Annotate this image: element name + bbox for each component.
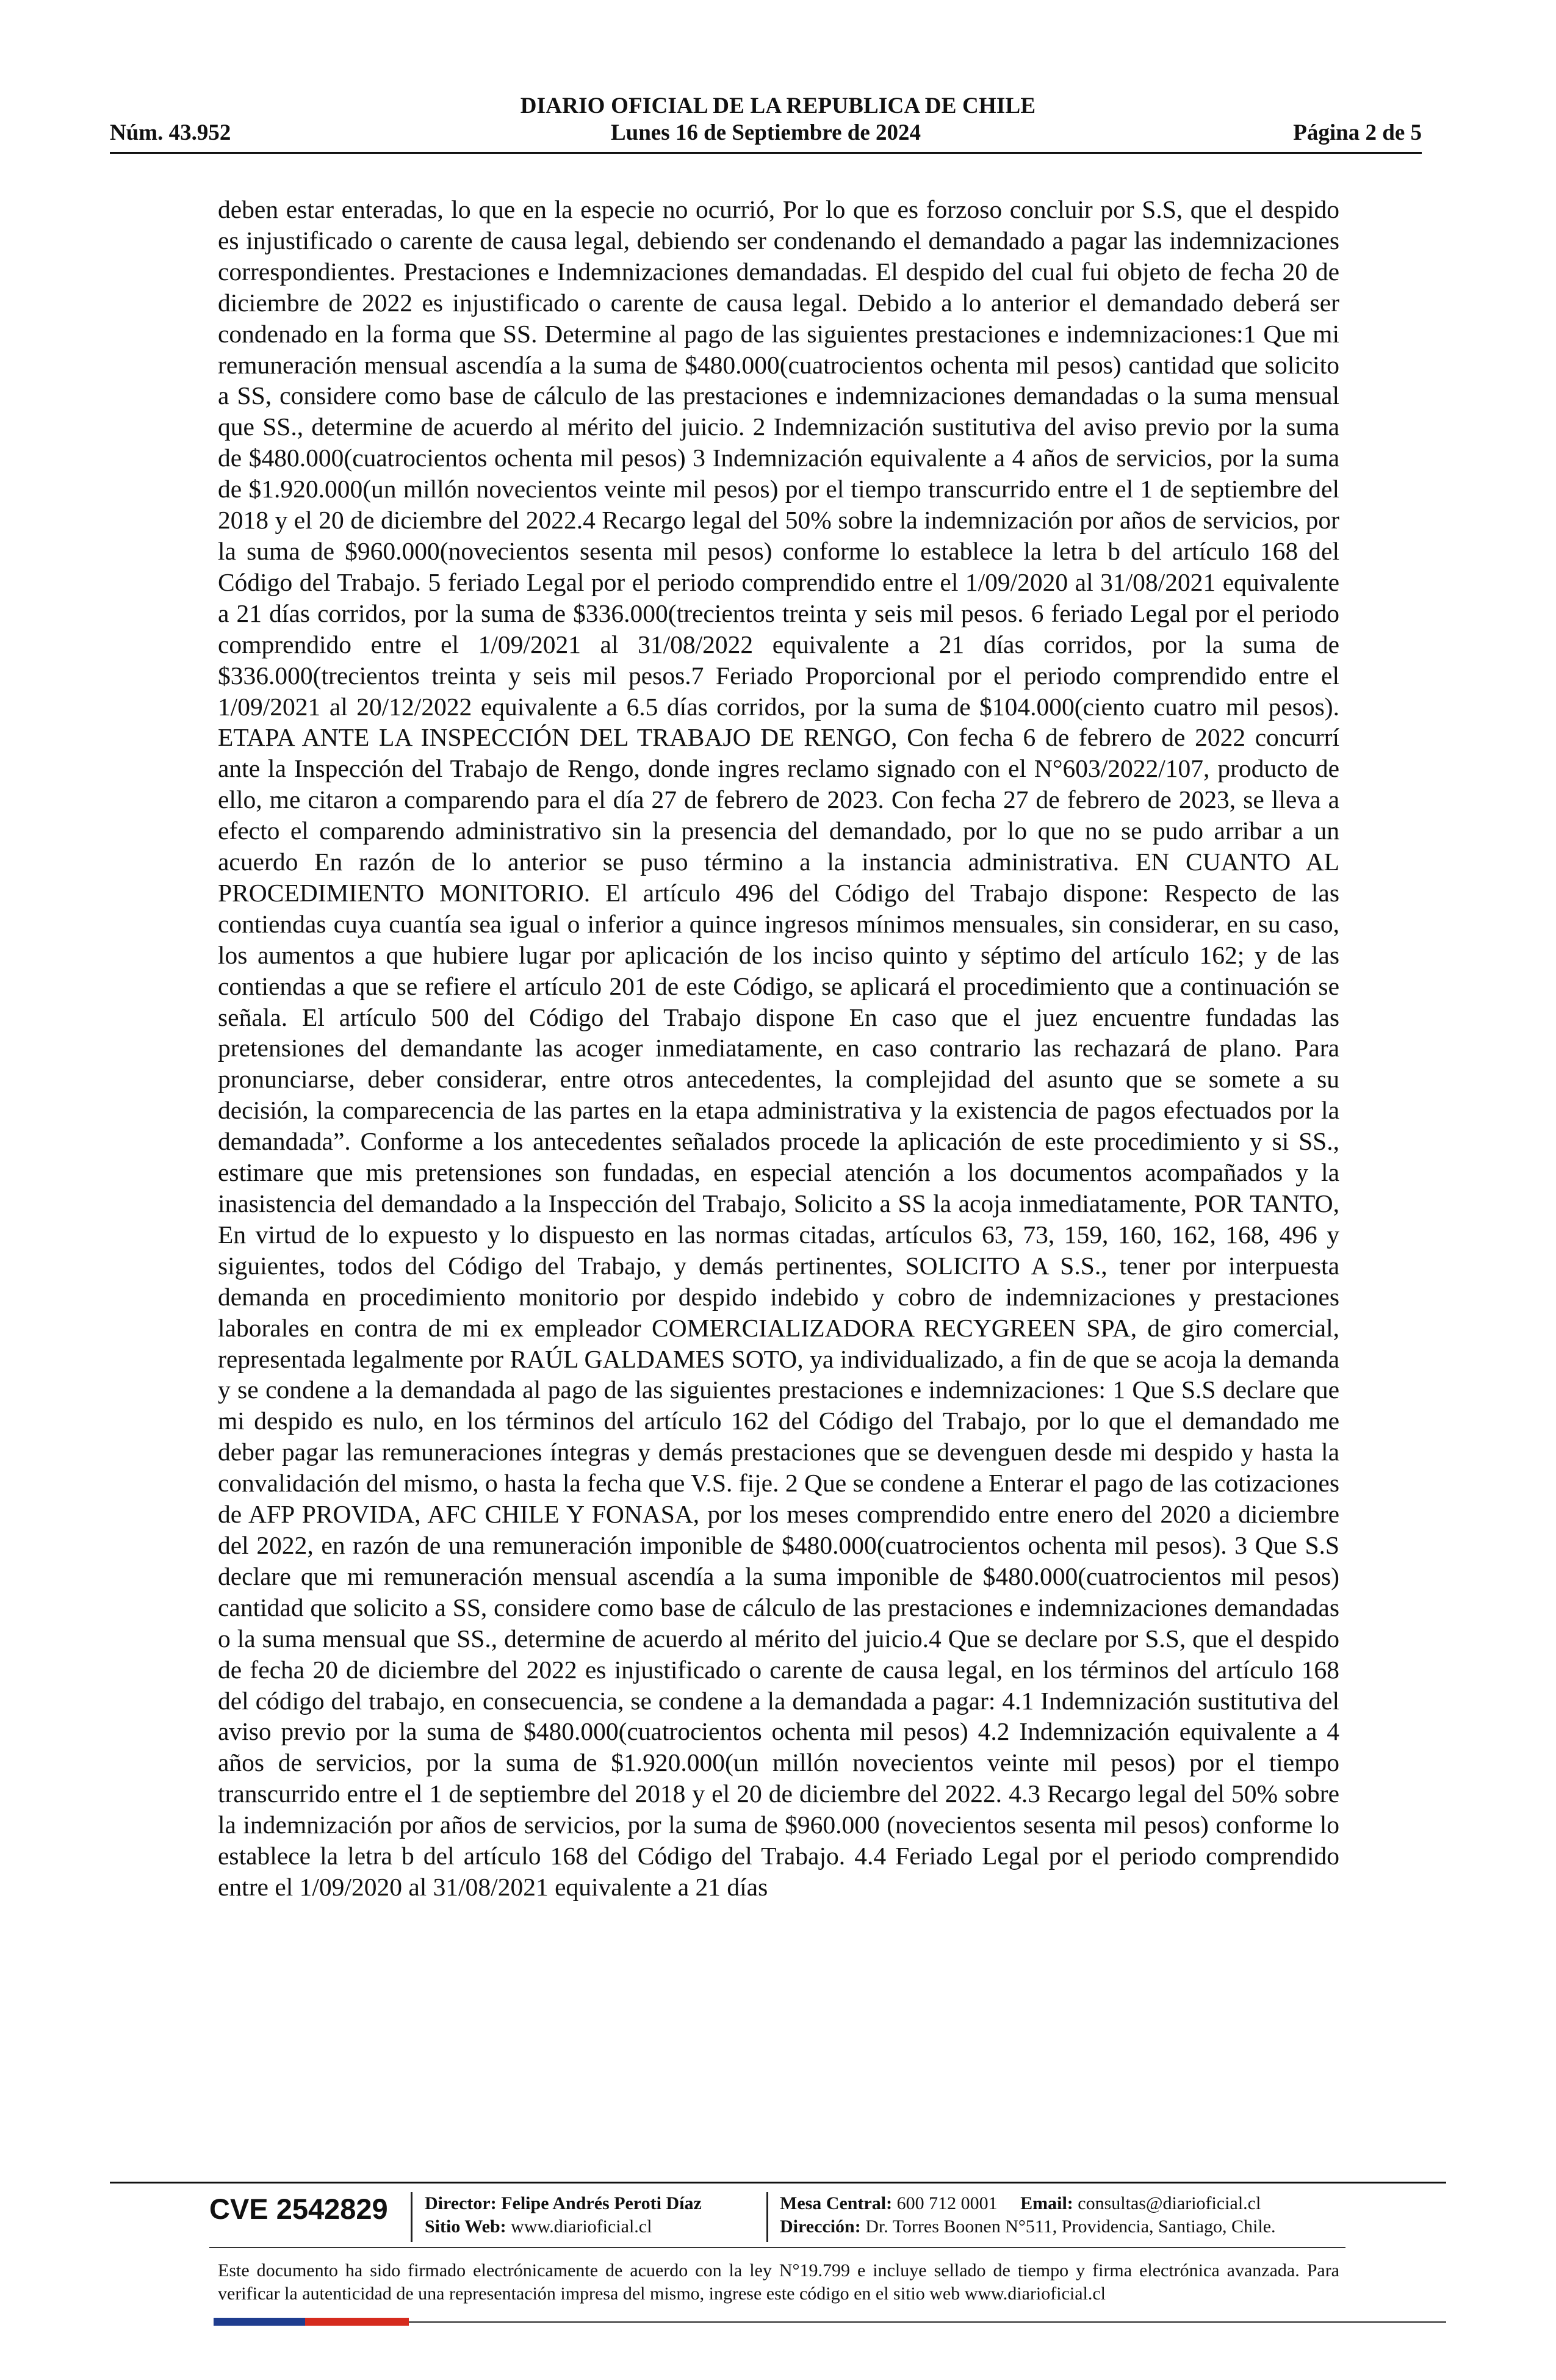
header-row bbox=[110, 120, 1422, 149]
email-link[interactable]: consultas@diarioficial.cl bbox=[1078, 2193, 1261, 2213]
footer-divider-bottom bbox=[409, 2321, 1446, 2323]
flag-stripe-blue bbox=[214, 2318, 305, 2326]
website-line bbox=[425, 2215, 702, 2238]
director-line bbox=[425, 2192, 702, 2215]
flag-stripe-red bbox=[305, 2318, 409, 2326]
signature-notice: Este documento ha sido firmado electrónicamente de acuerdo con la ley N°19.799 e incluye sellado de tiempo y firma electrónica avanzada. Para verificar la autenticidad de una representación impresa del mismo, ingrese este código en el sitio web www.diarioficial.cl bbox=[218, 2260, 1339, 2304]
header-divider bbox=[110, 152, 1422, 154]
footer-separator-1 bbox=[411, 2192, 412, 2242]
footer-divider-top bbox=[110, 2182, 1446, 2183]
issue-number: Núm. 43.952 bbox=[110, 120, 231, 145]
address-label: Dirección: bbox=[780, 2216, 861, 2237]
page-indicator: Página 2 de 5 bbox=[1293, 120, 1422, 145]
issue-date: Lunes 16 de Septiembre de 2024 bbox=[610, 120, 921, 145]
footer-contact-block bbox=[780, 2192, 1276, 2238]
website-label: Sitio Web: bbox=[425, 2216, 506, 2237]
address-line bbox=[780, 2215, 1276, 2238]
phone-label: Mesa Central: bbox=[780, 2193, 893, 2213]
body-paragraph[interactable]: deben estar enteradas, lo que en la especie no ocurrió, Por lo que es forzoso concluir por S.S, que el despido es injustificado o carente de causa legal, debiendo ser condenando el demandado a pagar las indemnizaciones correspondientes. Prestaciones e Indemnizaciones demandadas. El despido del cual fui objeto de fecha 20 de diciembre de 2022 es injustificado o carente de causa legal. Debido a lo anterior el demandado deberá ser condenado en la forma que SS. Determine al pago de las siguientes prestaciones e indemnizaciones:1 Que mi remuneración mensual ascendía a la suma de $480.000(cuatrocientos ochenta mil pesos) cantidad que solicito a SS, considere como base de cálculo de las prestaciones e indemnizaciones demandadas o la suma mensual que SS., determine de acuerdo al mérito del juicio. 2 Indemnización sustitutiva del aviso previo por la suma de $480.000(cuatrocientos ochenta mil pesos) 3 Indemnización equivalente a 4 años de servicios, por la suma de $1.920.000(un millón novecientos veinte mil pesos) por el tiempo transcurrido entre el 1 de septiembre del 2018 y el 20 de diciembre del 2022.4 Recargo legal del 50% sobre la indemnización por años de servicios, por la suma de $960.000(novecientos sesenta mil pesos) conforme lo establece la letra b del artículo 168 del Código del Trabajo. 5 feriado Legal por el periodo comprendido entre el 1/09/2020 al 31/08/2021 equivalente a 21 días corridos, por la suma de $336.000(trecientos treinta y seis mil pesos. 6 feriado Legal por el periodo comprendido entre el 1/09/2021 al 31/08/2022 equivalente a 21 días corridos, por la suma de $336.000(trecientos treinta y seis mil pesos.7 Feriado Proporcional por el periodo comprendido entre el 1/09/2021 al 20/12/2022 equivalente a 6.5 días corridos, por la suma de $104.000(ciento cuatro mil pesos). ETAPA ANTE LA INSPECCIÓN DEL TRABAJO DE RENGO, Con fecha 6 de febrero de 2022 concurrí ante la Inspección del Trabajo de Rengo, donde ingres reclamo signado con el N°603/2022/107, producto de ello, me citaron a comparendo para el día 27 de febrero de 2023. Con fecha 27 de febrero de 2023, se lleva a efecto el comparendo administrativo sin la presencia del demandado, por lo que no se pudo arribar a un acuerdo En razón de lo anterior se puso término a la instancia administrativa. EN CUANTO AL PROCEDIMIENTO MONITORIO. El artículo 496 del Código del Trabajo dispone: Respecto de las contiendas cuya cuantía sea igual o inferior a quince ingresos mínimos mensuales, sin considerar, en su caso, los aumentos a que hubiere lugar por aplicación de los inciso quinto y séptimo del artículo 162; y de las contiendas a que se refiere el artículo 201 de este Código, se aplicará el procedimiento que a continuación se señala. El artículo 500 del Código del Trabajo dispone En caso que el juez encuentre fundadas las pretensiones del demandante las acoger inmediatamente, en caso contrario las rechazará de plano. Para pronunciarse, deber considerar, entre otros antecedentes, la complejidad del asunto que se somete a su decisión, la comparecencia de las partes en la etapa administrativa y la existencia de pagos efectuados por la demandada”. Conforme a los antecedentes señalados procede la aplicación de este procedimiento y si SS., estimare que mis pretensiones son fundadas, en especial atención a los documentos acompañados y la inasistencia del demandado a la Inspección del Trabajo, Solicito a SS la acoja inmediatamente, POR TANTO, En virtud de lo expuesto y lo dispuesto en las normas citadas, artículos 63, 73, 159, 160, 162, 168, 496 y siguientes, todos del Código del Trabajo, y demás pertinentes, SOLICITO A S.S., tener por interpuesta demanda en procedimiento monitorio por despido indebido y cobro de indemnizaciones y prestaciones laborales en contra de mi ex empleador COMERCIALIZADORA RECYGREEN SPA, de giro comercial, representada legalmente por RAÚL GALDAMES SOTO, ya individualizado, a fin de que se acoja la demanda y se condene a la demandada al pago de las siguientes prestaciones e indemnizaciones: 1 Que S.S declare que mi despido es nulo, en los términos del artículo 162 del Código del Trabajo, por lo que el demandado me deber pagar las remuneraciones íntegras y demás prestaciones que se devenguen desde mi despido y hasta la convalidación del mismo, o hasta la fecha que V.S. fije. 2 Que se condene a Enterar el pago de las cotizaciones de AFP PROVIDA, AFC CHILE Y FONASA, por los meses comprendido entre enero del 2020 a diciembre del 2022, en razón de una remuneración imponible de $480.000(cuatrocientos ochenta mil pesos). 3 Que S.S declare que mi remuneración mensual ascendía a la suma imponible de $480.000(cuatrocientos mil pesos) cantidad que solicito a SS, considere como base de cálculo de las prestaciones e indemnizaciones demandadas o la suma mensual que SS., determine de acuerdo al mérito del juicio.4 Que se declare por S.S, que el despido de fecha 20 de diciembre del 2022 es injustificado o carente de causa legal, en los términos del artículo 168 del código del trabajo, en consecuencia, se condene a la demandada a pagar: 4.1 Indemnización sustitutiva del aviso previo por la suma de $480.000(cuatrocientos ochenta mil pesos) 4.2 Indemnización equivalente a 4 años de servicios, por la suma de $1.920.000(un millón novecientos veinte mil pesos) por el tiempo transcurrido entre el 1 de septiembre del 2018 y el 20 de diciembre del 2022. 4.3 Recargo legal del 50% sobre la indemnización por años de servicios, por la suma de $960.000 (novecientos sesenta mil pesos) conforme lo establece la letra b del artículo 168 del Código del Trabajo. 4.4 Feriado Legal por el periodo comprendido entre el 1/09/2020 al 31/08/2021 equivalente a 21 días bbox=[218, 195, 1339, 1901]
footer-director-block bbox=[425, 2192, 702, 2238]
publication-title: DIARIO OFICIAL DE LA REPUBLICA DE CHILE bbox=[520, 93, 1036, 118]
footer-separator-2 bbox=[766, 2192, 768, 2242]
phone-value: 600 712 0001 bbox=[896, 2193, 998, 2213]
director-label: Director: bbox=[425, 2193, 497, 2213]
address-value: Dr. Torres Boonen N°511, Providencia, Santiago, Chile. bbox=[865, 2216, 1276, 2237]
cve-code[interactable]: CVE 2542829 bbox=[209, 2193, 388, 2225]
director-name: Felipe Andrés Peroti Díaz bbox=[501, 2193, 702, 2213]
email-label: Email: bbox=[1020, 2193, 1073, 2213]
contact-line bbox=[780, 2192, 1276, 2215]
footer-divider-mid bbox=[209, 2247, 1345, 2248]
website-link[interactable]: www.diarioficial.cl bbox=[511, 2216, 652, 2237]
